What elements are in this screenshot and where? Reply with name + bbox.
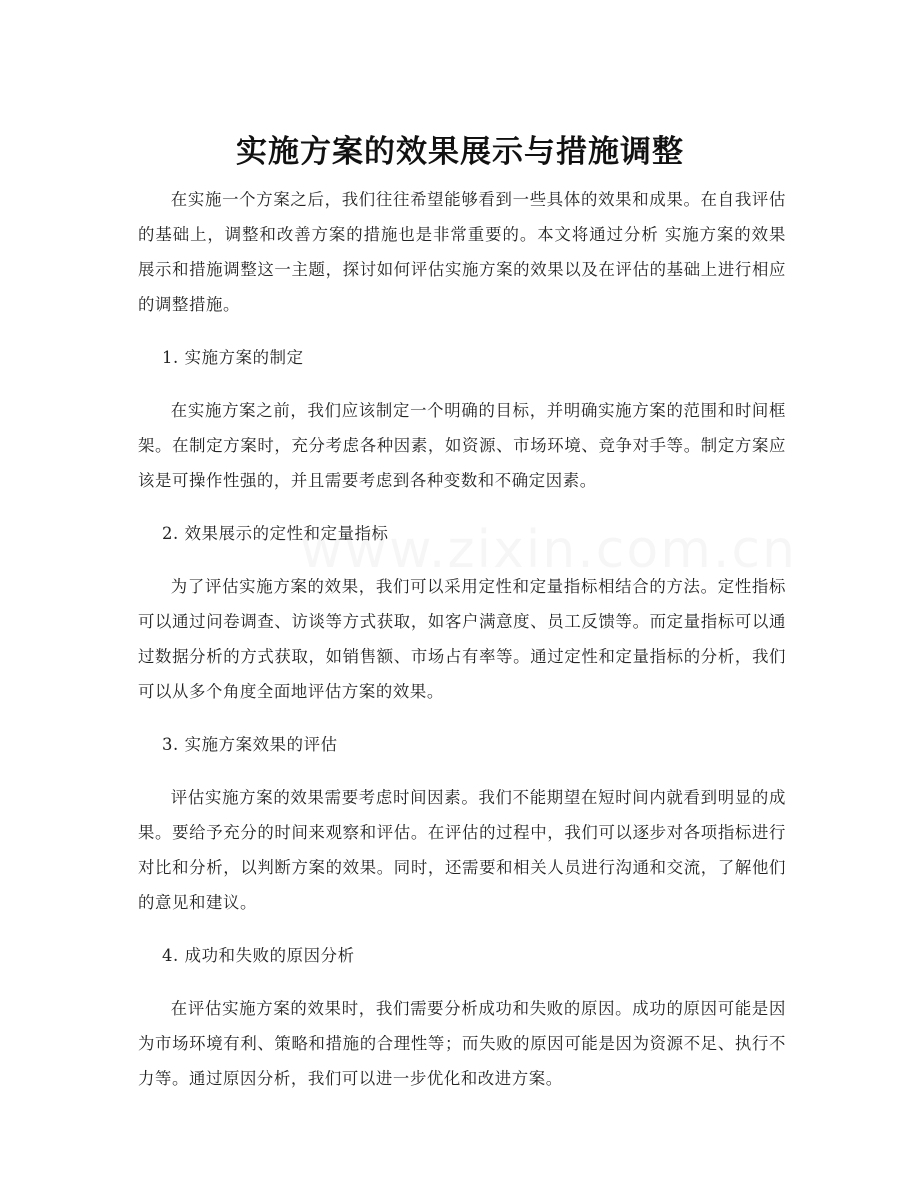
intro-paragraph: 在实施一个方案之后，我们往往希望能够看到一些具体的效果和成果。在自我评估的基础上，调整和改善方案的措施也是非常重要的。本文将通过分析 实施方案的效果展示和措施调整这一主题，探讨如何评估实施方案的效果以及在评估的基础上进行相应的调整措施。 [138, 190, 786, 314]
page-title: 实施方案的效果展示与措施调整 [236, 133, 684, 170]
document-body [138, 182, 786, 1096]
section-body-1: 在实施方案之前，我们应该制定一个明确的目标，并明确实施方案的范围和时间框架。在制定方案时，充分考虑各种因素，如资源、市场环境、竞争对手等。制定方案应该是可操作性强的，并且需要考虑到各种变数和不确定因素。 [138, 401, 786, 490]
section-heading-4: 4. 成功和失败的原因分析 [162, 946, 355, 965]
section-heading-1: 1. 实施方案的制定 [162, 348, 304, 367]
section-heading-3: 3. 实施方案效果的评估 [162, 735, 338, 754]
section-heading-2: 2. 效果展示的定性和定量指标 [162, 524, 389, 543]
section-body-4: 在评估实施方案的效果时，我们需要分析成功和失败的原因。成功的原因可能是因为市场环境有利、策略和措施的合理性等；而失败的原因可能是因为资源不足、执行不力等。通过原因分析，我们可以进一步优化和改进方案。 [138, 999, 786, 1088]
section-body-3: 评估实施方案的效果需要考虑时间因素。我们不能期望在短时间内就看到明显的成果。要给予充分的时间来观察和评估。在评估的过程中，我们可以逐步对各项指标进行对比和分析，以判断方案的效果。同时，还需要和相关人员进行沟通和交流，了解他们的意见和建议。 [138, 788, 786, 912]
section-body-2: 为了评估实施方案的效果，我们可以采用定性和定量指标相结合的方法。定性指标可以通过问卷调查、访谈等方式获取，如客户满意度、员工反馈等。而定量指标可以通过数据分析的方式获取，如销售额、市场占有率等。通过定性和定量指标的分析，我们可以从多个角度全面地评估方案的效果。 [138, 577, 786, 701]
